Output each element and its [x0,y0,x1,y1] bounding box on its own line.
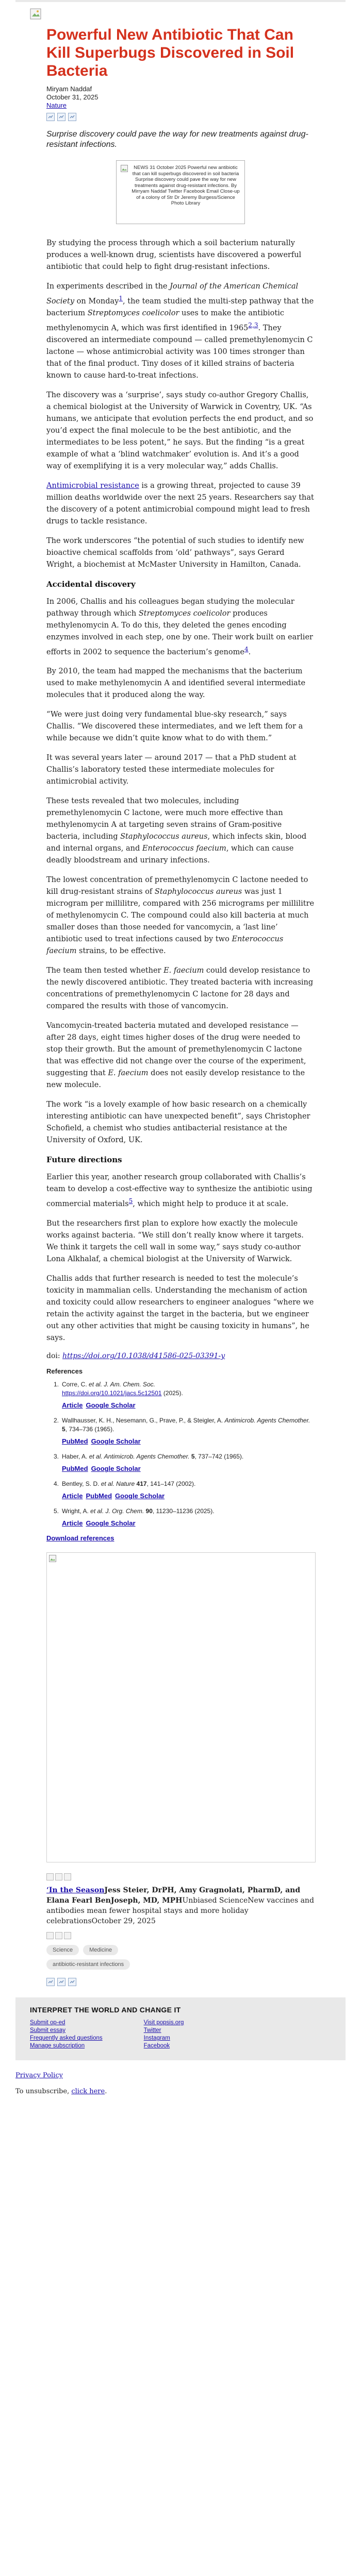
paragraph-14: The work “is a lovely example of how basic research on a chemically interesting antibiotic can have unexpected benefit”, says Christopher Schofield, a chemist who studies antibacterial resistance at the University of Oxford, UK. [46,1100,310,1145]
text-span: . They discovered an intermediate compound — called premethylenomycin C lactone — whose antimicrobial activity was 100 times stronger than that of the final product. Tiny doses of it killed strains of bacteria known to cause hard-to-treat infections. [46,324,313,380]
download-references-link[interactable]: Download references [46,1534,114,1543]
paragraph-15 [46,1172,315,1210]
submit-essay-link[interactable]: Submit essay [30,2027,66,2034]
promo-authors: Jess Steier, DrPH, Amy Gragnolati, PharmD, and Elana Fearl BenJoseph, MD, MPH [46,1886,301,1905]
reference-authors: Haber, A. [62,1453,89,1461]
footer-title: INTERPRET THE WORLD AND CHANGE IT [30,2006,181,2014]
reference-number: 4. [54,1480,59,1488]
ref-link[interactable]: 1 [119,295,123,302]
reference-authors: Bentley, S. D. [62,1480,101,1488]
broken-image-icon [30,8,41,20]
text-span: does not easily develop resistance to the new molecule. [46,1069,305,1090]
reference-links [62,1401,315,1410]
pubmed-link[interactable]: PubMed [86,1492,112,1500]
text-span: Earlier this year, another research group collaborated with Challis’s team to develop a cost-effective way to synthesize the antibiotic using commercial materials [46,1173,313,1209]
reference-authors: Wright, A. [62,1507,91,1515]
facebook-link[interactable]: Facebook [143,2043,170,2049]
reference-volume: 5 [191,1453,195,1461]
reference-item [54,1416,315,1446]
legal-block [15,2060,346,2095]
paragraph-10 [46,795,315,867]
submit-op-ed-link[interactable]: Submit op-ed [30,2020,65,2026]
paragraph-5: The work underscores “the potential of such studies to identify new bioactive chemical scaffolds from ‘old’ pathways”, says Gerard Wright, a biochemist at McMaster University in Hamilton, Canada. [46,536,304,569]
thumbnail-icon[interactable] [64,1932,71,1939]
thumbnail-icon[interactable] [55,1932,62,1939]
paragraph-17: Challis adds that further research is needed to test the molecule’s toxicity in mammalian cells. Understanding the mechanism of action and toxicity could allow researchers to engineer analogues “where we retain the activity against the target in the bacteria, but we engineer out any other activities that might be causing toxicity in humans”, he says. [46,1275,314,1343]
unsubscribe-link[interactable]: click here [71,2088,105,2096]
paragraph-2 [46,281,315,382]
reference-links [62,1519,315,1528]
text-span: was just 1 microgram per millilitre, compared with 256 micrograms per millilitre of methylenomycin C. The compound could also kill bacteria at much smaller doses than those needed for vancomycin, a ‘last line’ antibiotic used to treat infections caused by two [46,888,315,944]
paragraph-9: It was several years later — around 2017 — that a PhD student at Challis’s laboratory tested these intermediate molecules for antimicrobial activity. [46,754,297,786]
paragraph-8: “We were just doing very fundamental blue-sky research,” says Challis. “We discovered these intermediates, and we left them for a while because we didn’t quite know what to do with them.” [46,710,303,743]
facebook-share-icon[interactable] [57,1978,65,1986]
ad-placeholder[interactable] [46,1552,316,1862]
text-span: . [248,648,251,656]
hero-image [116,160,245,224]
hero-alt-text: NEWS 31 October 2025 Powerful new antibiotic that can kill superbugs discovered in soil bacteria Surprise discovery could pave the way for new treatments against drug-resistant infections. By Mirryam Naddaf Twitter Facebook Email Close-up of a colony of Str Dr Jeremy Burgess/Science Photo Library [132,165,240,206]
paragraph-1: By studying the process through which a soil bacterium naturally produces a well-known drug, scientists have discovered a powerful antibiotic that could help to fight drug-resistant infections. [46,239,302,271]
unsubscribe-line [15,2088,346,2095]
species-name: Staphylococcus aureus [120,833,208,841]
doi-line [46,1352,315,1360]
text-span: strains, to be effective. [76,947,166,956]
species-name: E. faecium [163,967,204,975]
standfirst: Surprise discovery could pave the way for new treatments against drug-resistant infections. [46,130,308,149]
google-scholar-link[interactable]: Google Scholar [86,1401,136,1410]
species-name: Staphylococcus aureus [154,888,242,896]
unsubscribe-text: To unsubscribe, [15,2088,72,2096]
twitter-share-icon[interactable] [46,113,55,121]
reference-journal: Antimicrob. Agents Chemother. [224,1417,310,1425]
reference-number: 5. [54,1507,59,1515]
text-span: The team then tested whether [46,967,164,975]
author-name: Miryam Naddaf [46,85,92,93]
species-name: Streptomyces coelicolor [87,309,179,317]
twitter-link[interactable]: Twitter [143,2027,161,2034]
broken-image-icon [121,165,128,172]
text-span: on Monday [74,297,119,306]
email-share-icon[interactable] [68,113,76,121]
references-title: References [46,1367,83,1376]
amr-link[interactable]: Antimicrobial resistance [46,481,139,490]
reference-volume: 5 [62,1426,65,1433]
broken-image-icon [49,1555,56,1562]
footer-column-right [144,2019,184,2050]
promo-link[interactable]: ‘In the Season [46,1886,105,1895]
reference-journal: et al. Nature [101,1480,135,1488]
footer-column-left [30,2019,103,2050]
paragraph-13 [46,1020,315,1091]
footer [15,1997,346,2060]
promo-thumbnails [46,1873,315,1881]
google-scholar-link[interactable]: Google Scholar [115,1492,165,1500]
thumbnail-icon[interactable] [64,1873,71,1880]
reference-links [62,1492,315,1501]
ref-link[interactable]: 4 [244,645,249,653]
thumbnail-icon[interactable] [55,1873,62,1880]
share-row [46,113,315,122]
text-span: These tests revealed that two molecules, including premethylenomycin C lactone, were much more effective than methylenomycin A at targeting seven strains of Gram-positive bacteria, including [46,797,283,841]
text-span: In 2006, Challis and his colleagues began studying the molecular pathway through which [46,597,294,618]
text-span: The lowest concentration of premethylenomycin C lactone needed to kill drug-resistant strains of [46,876,308,896]
paragraph-4 [46,480,315,528]
doi-link[interactable]: https://doi.org/10.1038/d41586-025-03391-y [62,1352,225,1361]
reference-volume: 417 [136,1480,147,1488]
ref-link[interactable]: 5 [128,1197,133,1205]
thumbnail-icon[interactable] [46,1873,54,1880]
species-name: E. faecium [108,1069,149,1078]
text-span: could develop resistance to the newly discovered antibiotic. They treated bacteria with increasing concentrations of premethylenomycin C lactone for 28 days and compared the results with those of vancomycin. [46,967,314,1011]
reference-number: 2. [54,1417,59,1425]
text-span: , which infects skin, blood and internal organs, and [46,833,307,853]
reference-number: 3. [54,1453,59,1461]
text-span: In experiments described in the [46,282,170,291]
text-span: , which might help to produce it at scale. [133,1200,289,1209]
reference-tail: , 734–736 (1965). [65,1426,114,1433]
footer-columns [30,2019,331,2050]
logo-row [15,2,346,23]
reference-doi-link[interactable]: https://doi.org/10.1021/jacs.5c12501 [62,1389,162,1397]
promo-tail: Unbiased ScienceNew vaccines and antibodies mean fewer hospital stays and more holiday celebrationsOctober 29, 2025 [46,1896,314,1926]
species-name: Enterococcus faecium [46,935,284,956]
reference-item [54,1380,315,1410]
text-span: , which can cause deadly bloodstream and urinary infections. [46,844,294,865]
reference-tail: , 11230–11236 (2025). [152,1507,215,1515]
references-list [46,1380,315,1528]
text-span: produces methylenomycin A. To do this, they deleted the genes encoding enzymes involved in each step, one by one. Their work built on earlier efforts in 2002 to sequence the bacterium’s genome [46,609,313,656]
reference-journal: et al. J. Org. Chem. [90,1507,144,1515]
pubmed-link[interactable]: PubMed [62,1465,88,1473]
reference-number: 1. [54,1381,59,1388]
reference-links [62,1437,315,1446]
reference-tail: , 737–742 (1965). [194,1453,244,1461]
pubmed-link[interactable]: PubMed [62,1437,88,1446]
reference-volume: 90 [145,1507,153,1515]
source-link[interactable]: Nature [46,101,67,109]
article-link[interactable]: Article [62,1519,83,1528]
section-heading-accidental: Accidental discovery [46,579,136,589]
reference-links [62,1464,315,1473]
google-scholar-link[interactable]: Google Scholar [86,1519,136,1528]
reference-item [54,1507,315,1528]
tag-antibiotic-resistant[interactable]: antibiotic-resistant infections [46,1959,130,1970]
reference-journal: et al. Antimicrob. Agents Chemother. [89,1453,190,1461]
google-scholar-link[interactable]: Google Scholar [91,1465,141,1473]
doi-label: doi: [46,1352,60,1361]
article-header [15,23,346,224]
reference-journal: et al. J. Am. Chem. Soc. [89,1381,155,1388]
article-body [15,238,346,1987]
paragraph-12 [46,965,315,1012]
publish-date: October 31, 2025 [46,93,99,101]
email-page [15,0,346,2576]
byline [46,85,315,110]
email-share-icon[interactable] [68,1978,76,1986]
text-span: uses to make the antibiotic methylenomycin A, which was first identified in 1965 [46,309,285,332]
unsubscribe-tail: . [105,2088,107,2096]
tag-science[interactable]: Science [46,1945,79,1955]
reference-authors: Corre, C. [62,1381,89,1388]
species-name: Streptomyces coelicolor [138,609,231,618]
reference-tail: , 141–147 (2002). [146,1480,196,1488]
visit-site-link[interactable]: Visit popsis.org [143,2020,184,2026]
reference-item [54,1480,315,1501]
reference-authors: Wallhausser, K. H., Nesemann, G., Prave, P., & Steigler, A. [62,1417,225,1425]
paragraph-6 [46,596,315,658]
promo-block [46,1885,315,1926]
privacy-policy-link[interactable]: Privacy Policy [15,2072,63,2080]
headline: Powerful New Antibiotic That Can Kill Superbugs Discovered in Soil Bacteria [46,26,294,79]
journal-name: Journal of the American Chemical Society [46,282,299,306]
reference-item [54,1452,315,1473]
paragraph-11 [46,874,315,957]
facebook-share-icon[interactable] [57,113,65,121]
article-link[interactable]: Article [62,1401,83,1410]
faq-link[interactable]: Frequently asked questions [30,2035,103,2042]
text-span: , the team studied the multi-step pathway that the bacterium [46,297,314,317]
google-scholar-link[interactable]: Google Scholar [91,1437,141,1446]
tags-row [46,1944,315,1973]
species-name: Enterococcus faecium [142,844,226,853]
text-span: Vancomycin-treated bacteria mutated and developed resistance — after 28 days, eight times higher doses of the drug were needed to stop their growth. But the amount of premethylenomycin C lactone that was effective did not change over the course of the experiment, suggesting that [46,1022,306,1078]
share-row-bottom [46,1978,315,1987]
tag-medicine[interactable]: Medicine [83,1945,118,1955]
reference-tail: (2025). [161,1389,183,1397]
text-span: is a growing threat, projected to cause 39 million deaths worldwide over the next 25 years. Researchers say that the discovery of a potent antimicrobial compound might lead to fresh drugs to tackle resistance. [46,481,314,526]
paragraph-7: By 2010, the team had mapped the mechanisms that the bacterium used to make methylenomycin A and identified several intermediate molecules that it produced along the way. [46,667,306,700]
thumbnail-icon[interactable] [46,1932,54,1939]
manage-subscription-link[interactable]: Manage subscription [30,2043,85,2049]
promo-thumbnails-2 [46,1931,315,1940]
twitter-share-icon[interactable] [46,1978,55,1986]
paragraph-3: The discovery was a ‘surprise’, says study co-author Gregory Challis, a chemical biologist at the University of Warwick in Coventry, UK. “As humans, we anticipate that evolution perfects the end product, and so you’d expect the final molecule to be the best antibiotic, and the intermediates to be less potent,” he says. But the finding “is a great example of what a ‘blind watchmaker’ evolution is. And it’s a good way of exemplifying it is a very molecular way,” adds Challis. [46,391,314,470]
section-heading-future: Future directions [46,1155,122,1165]
article-link[interactable]: Article [62,1492,83,1500]
ref-link[interactable]: 2,3 [248,321,258,329]
instagram-link[interactable]: Instagram [143,2035,170,2042]
paragraph-16: But the researchers first plan to explore how exactly the molecule works against bacteria. “We still don’t really know where it targets. We think it targets the cell wall in some way,” says study co-author Lona Alkhalaf, a chemical biologist at the University of Warwick. [46,1219,304,1264]
